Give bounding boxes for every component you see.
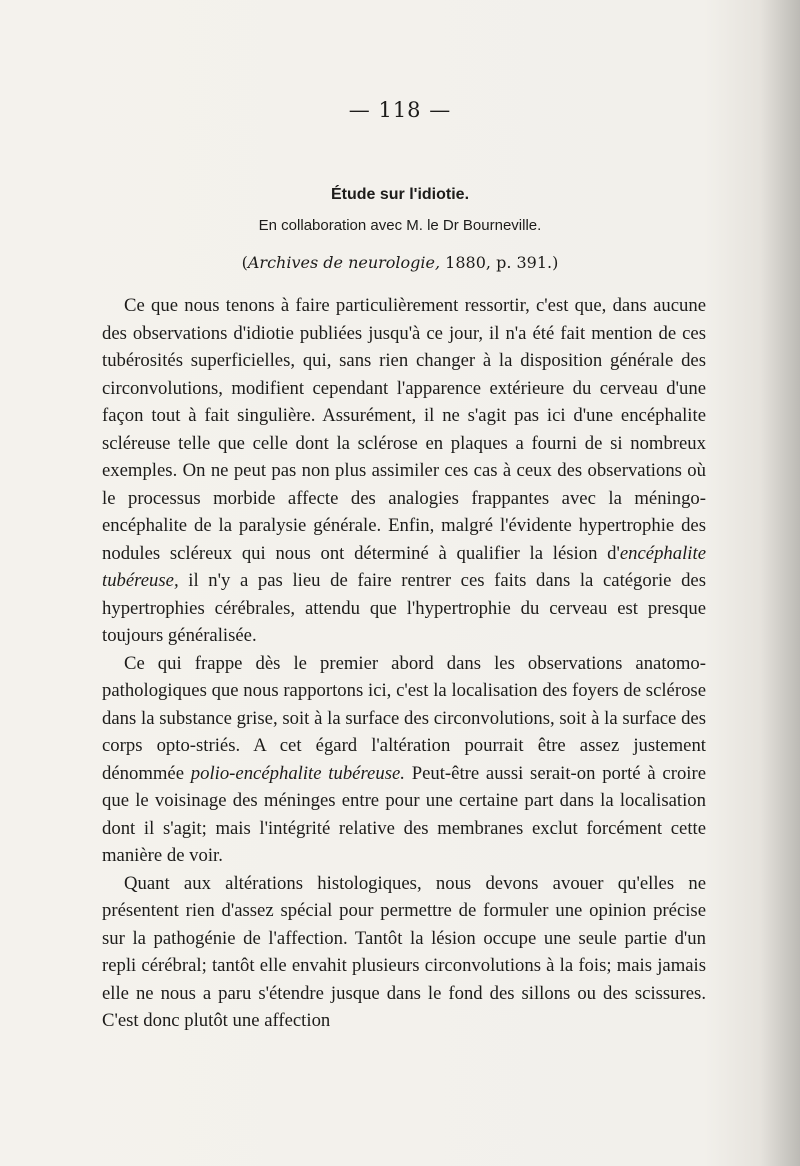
page-number: — 118 — [348,98,452,122]
paragraph-1-italic: encéphalite tubéreuse, [102,542,706,591]
paragraph-1 [102,292,706,650]
citation-rest: 1880, p. 391.) [440,253,559,272]
body-text [102,292,706,1035]
paragraph-3 [102,870,706,1035]
citation-journal: Archives de neurologie, [247,253,441,272]
citation-open: ( [241,253,248,272]
article-title: Étude sur l'idiotie. [330,186,470,203]
paragraph-2-text-b: Peut-être aussi serait-on porté à croire que le voisinage des méninges entre pour une certaine part dans la localisation dont il s'agit; mais l'intégrité relative des membranes exclut forcément cette manière de voir. [102,762,706,866]
paragraph-2-text-a: Ce qui frappe dès le premier abord dans les observations anatomo-pathologiques que nous rapportons ici, c'est la localisation des foyers de sclérose dans la substance grise, soit à la surface des circonvolutions, soit à la surface des corps opto-striés. A cet égard l'altération pourrait être assez justement dénommée [102,652,706,784]
collaboration-line: En collaboration avec M. le Dr Bourneville. [258,217,542,234]
paragraph-2-italic: polio-encéphalite tubéreuse. [190,762,405,784]
paragraph-2 [102,650,706,870]
paragraph-1-text-a: Ce que nous tenons à faire particulièrement ressortir, c'est que, dans aucune des observations d'idiotie publiées jusqu'à ce jour, il n'a été fait mention de ces tubérosités superficielles, qui, sans rien changer à la disposition générale des circonvolutions, modifient cependant l'apparence extérieure du cerveau d'une façon tout à fait singulière. Assurément, il ne s'agit pas ici d'une encéphalite scléreuse telle que celle dont la sclérose en plaques a fourni de si nombreux exemples. On ne peut pas non plus assimiler ces cas à ceux des observations où le processus morbide affecte des analogies frappantes avec la méningo-encéphalite de la paralysie générale. Enfin, malgré l'évidente hypertrophie des nodules scléreux qui nous ont déterminé à qualifier la lésion d' [102,295,706,564]
paragraph-1-text-b: il n'y a pas lieu de faire rentrer ces faits dans la catégorie des hypertrophies cérébrales, attendu que l'hypertrophie du cerveau est presque toujours généralisée. [102,570,706,646]
paragraph-3-text-a: Quant aux altérations histologiques, nous devons avouer qu'elles ne présentent rien d'assez spécial pour permettre de formuler une opinion précise sur la pathogénie de l'affection. Tantôt la lésion occupe une seule partie d'un repli cérébral; tantôt elle envahit plusieurs circonvolutions à la fois; mais jamais elle ne nous a paru s'étendre jusque dans le fond des sillons ou des scissures. C'est donc plutôt une affection [102,872,706,1031]
citation-line [0,253,800,272]
